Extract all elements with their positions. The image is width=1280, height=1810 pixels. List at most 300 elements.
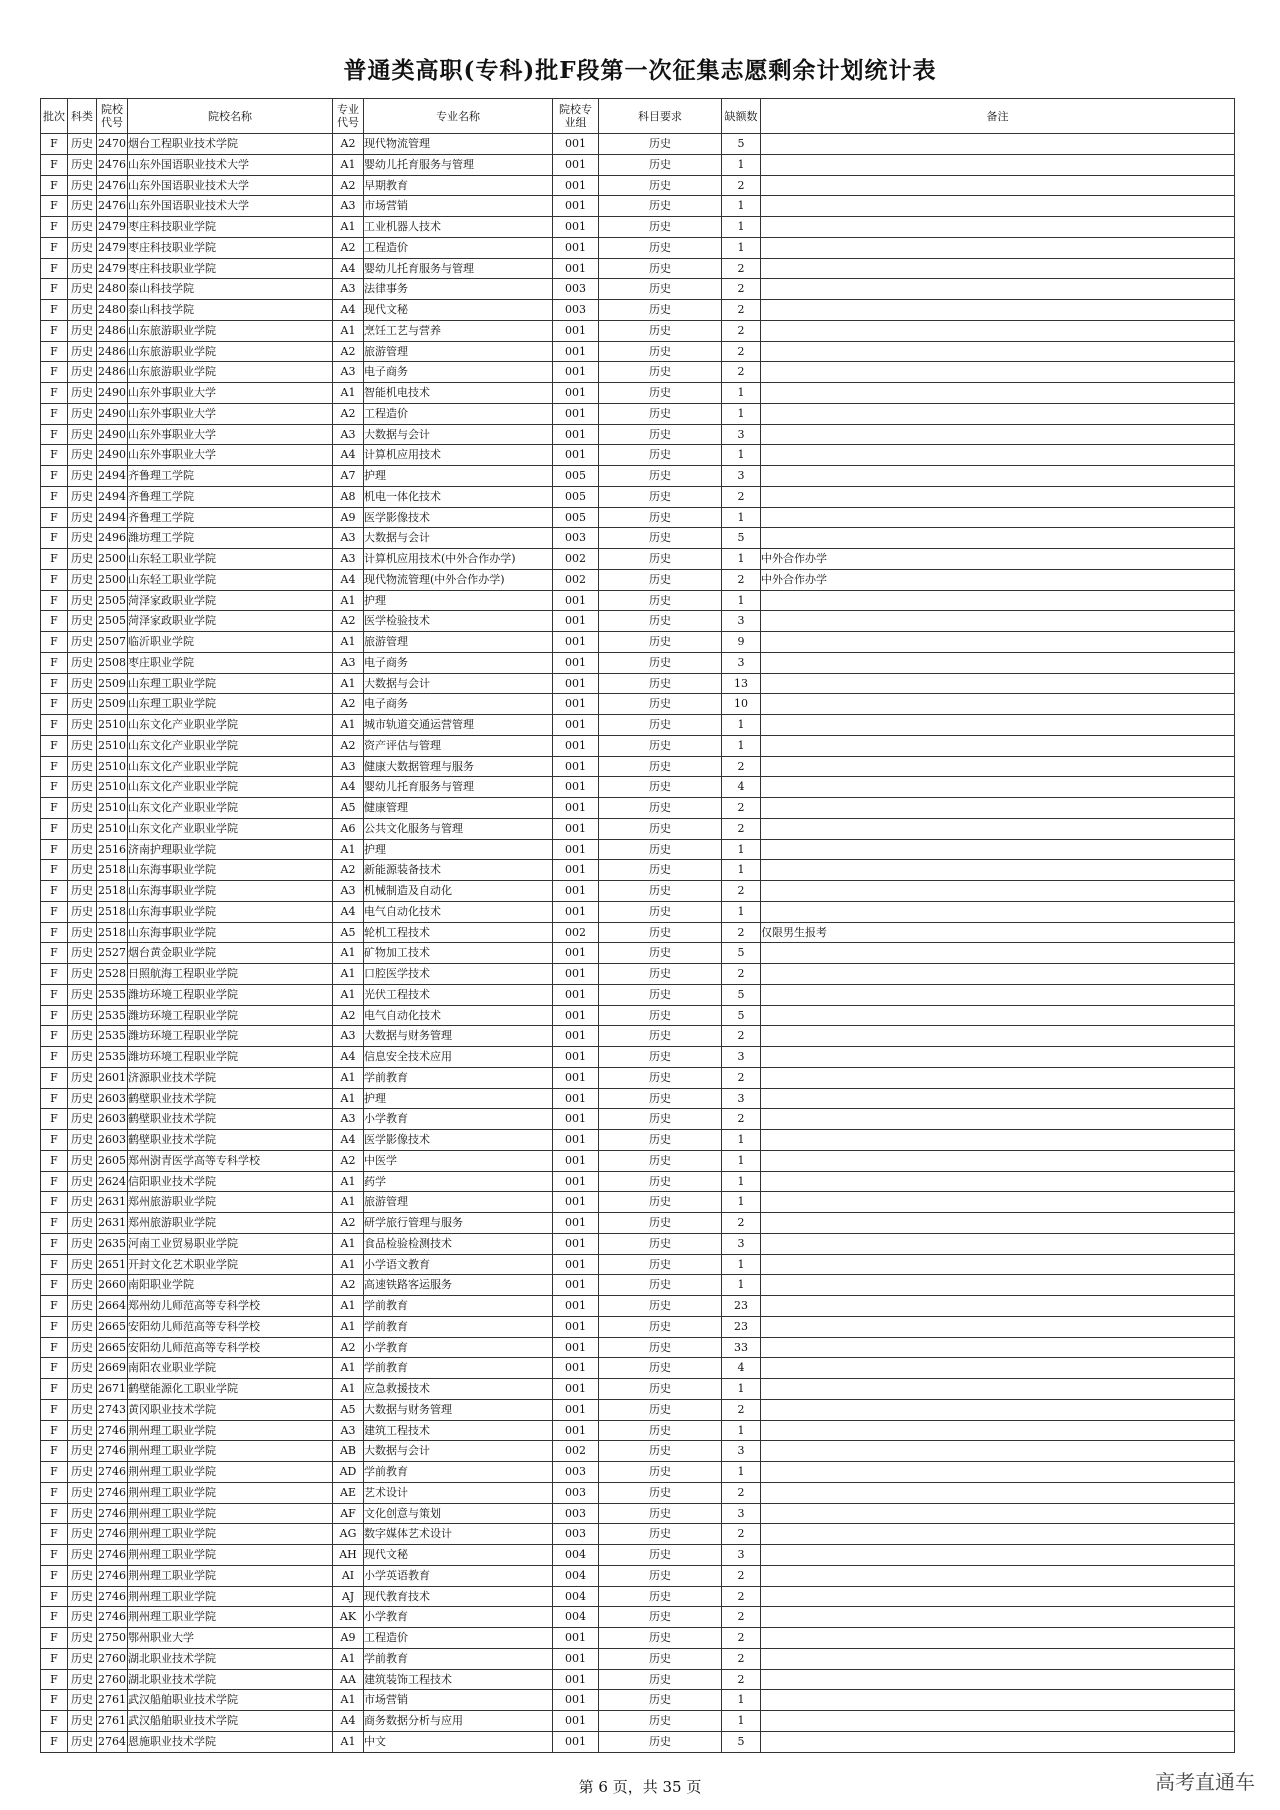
cell-subject-req: 历史	[599, 1482, 722, 1503]
cell-major-code: AD	[333, 1462, 364, 1483]
cell-major-group: 001	[553, 383, 599, 404]
cell-vacancy: 2	[722, 881, 761, 902]
table-row	[41, 1109, 1235, 1130]
cell-major-code: A7	[333, 466, 364, 487]
cell-school-name: 山东外国语职业技术大学	[128, 154, 333, 175]
cell-major-code: A2	[333, 1213, 364, 1234]
cell-remarks	[761, 1067, 1235, 1088]
cell-major-code: A3	[333, 652, 364, 673]
cell-major-name: 艺术设计	[364, 1482, 553, 1503]
cell-category: 历史	[68, 901, 97, 922]
cell-major-group: 001	[553, 258, 599, 279]
cell-vacancy: 1	[722, 445, 761, 466]
cell-subject-req: 历史	[599, 1233, 722, 1254]
cell-vacancy: 4	[722, 1358, 761, 1379]
cell-major-group: 001	[553, 320, 599, 341]
table-row	[41, 549, 1235, 570]
cell-school-code: 2510	[97, 756, 128, 777]
cell-remarks	[761, 1358, 1235, 1379]
cell-major-code: A3	[333, 1026, 364, 1047]
cell-remarks	[761, 1213, 1235, 1234]
cell-major-code: A1	[333, 673, 364, 694]
cell-subject-req: 历史	[599, 1441, 722, 1462]
cell-subject-req: 历史	[599, 1130, 722, 1151]
cell-school-code: 2605	[97, 1150, 128, 1171]
cell-vacancy: 5	[722, 984, 761, 1005]
cell-major-name: 高速铁路客运服务	[364, 1275, 553, 1296]
cell-batch: F	[41, 673, 68, 694]
table-row	[41, 383, 1235, 404]
cell-batch: F	[41, 1047, 68, 1068]
cell-major-group: 005	[553, 466, 599, 487]
cell-major-group: 001	[553, 175, 599, 196]
cell-vacancy: 2	[722, 1669, 761, 1690]
cell-subject-req: 历史	[599, 1399, 722, 1420]
cell-school-code: 2528	[97, 964, 128, 985]
cell-batch: F	[41, 258, 68, 279]
cell-vacancy: 3	[722, 424, 761, 445]
cell-school-name: 荆州理工职业学院	[128, 1420, 333, 1441]
cell-major-code: AB	[333, 1441, 364, 1462]
table-row	[41, 279, 1235, 300]
cell-remarks	[761, 1711, 1235, 1732]
cell-school-code: 2746	[97, 1503, 128, 1524]
cell-major-code: A5	[333, 922, 364, 943]
cell-remarks	[761, 1503, 1235, 1524]
cell-batch: F	[41, 1171, 68, 1192]
cell-major-group: 001	[553, 445, 599, 466]
cell-category: 历史	[68, 1254, 97, 1275]
cell-school-code: 2494	[97, 507, 128, 528]
cell-category: 历史	[68, 424, 97, 445]
cell-major-group: 004	[553, 1565, 599, 1586]
cell-vacancy: 1	[722, 217, 761, 238]
cell-major-name: 公共文化服务与管理	[364, 818, 553, 839]
table-row	[41, 1337, 1235, 1358]
cell-school-name: 山东文化产业职业学院	[128, 756, 333, 777]
cell-category: 历史	[68, 1711, 97, 1732]
cell-major-group: 003	[553, 300, 599, 321]
cell-subject-req: 历史	[599, 652, 722, 673]
cell-major-code: A3	[333, 549, 364, 570]
cell-major-group: 003	[553, 279, 599, 300]
cell-remarks	[761, 1731, 1235, 1752]
cell-vacancy: 3	[722, 1441, 761, 1462]
cell-major-name: 婴幼儿托育服务与管理	[364, 154, 553, 175]
cell-remarks	[761, 403, 1235, 424]
cell-school-name: 河南工业贸易职业学院	[128, 1233, 333, 1254]
cell-batch: F	[41, 569, 68, 590]
cell-major-code: A1	[333, 1379, 364, 1400]
cell-school-code: 2507	[97, 632, 128, 653]
cell-school-code: 2480	[97, 279, 128, 300]
table-header-row	[41, 99, 1235, 134]
cell-school-name: 山东文化产业职业学院	[128, 777, 333, 798]
cell-major-code: A3	[333, 881, 364, 902]
plan-table	[40, 98, 1235, 1753]
header-major-name: 专业名称	[364, 99, 553, 134]
cell-remarks	[761, 258, 1235, 279]
cell-remarks	[761, 383, 1235, 404]
cell-major-group: 001	[553, 1296, 599, 1317]
cell-batch: F	[41, 1524, 68, 1545]
cell-subject-req: 历史	[599, 1316, 722, 1337]
cell-vacancy: 2	[722, 279, 761, 300]
cell-subject-req: 历史	[599, 1254, 722, 1275]
cell-major-name: 市场营销	[364, 1690, 553, 1711]
cell-subject-req: 历史	[599, 445, 722, 466]
cell-batch: F	[41, 1296, 68, 1317]
cell-subject-req: 历史	[599, 196, 722, 217]
cell-major-group: 001	[553, 984, 599, 1005]
cell-major-code: A4	[333, 258, 364, 279]
cell-batch: F	[41, 1399, 68, 1420]
cell-remarks	[761, 154, 1235, 175]
cell-category: 历史	[68, 237, 97, 258]
cell-subject-req: 历史	[599, 1545, 722, 1566]
cell-major-code: A3	[333, 362, 364, 383]
cell-remarks	[761, 445, 1235, 466]
cell-major-code: A1	[333, 1296, 364, 1317]
cell-major-name: 健康管理	[364, 798, 553, 819]
cell-school-code: 2490	[97, 383, 128, 404]
cell-school-name: 郑州幼儿师范高等专科学校	[128, 1296, 333, 1317]
table-row	[41, 1026, 1235, 1047]
cell-subject-req: 历史	[599, 1669, 722, 1690]
cell-remarks	[761, 528, 1235, 549]
cell-school-code: 2761	[97, 1690, 128, 1711]
cell-category: 历史	[68, 154, 97, 175]
cell-major-group: 001	[553, 237, 599, 258]
cell-major-name: 工程造价	[364, 403, 553, 424]
cell-school-code: 2476	[97, 196, 128, 217]
cell-subject-req: 历史	[599, 1462, 722, 1483]
cell-batch: F	[41, 1358, 68, 1379]
cell-major-name: 现代教育技术	[364, 1586, 553, 1607]
cell-vacancy: 2	[722, 341, 761, 362]
cell-batch: F	[41, 1109, 68, 1130]
cell-major-name: 市场营销	[364, 196, 553, 217]
cell-batch: F	[41, 486, 68, 507]
cell-remarks	[761, 1628, 1235, 1649]
table-row	[41, 881, 1235, 902]
cell-school-name: 信阳职业技术学院	[128, 1171, 333, 1192]
cell-batch: F	[41, 881, 68, 902]
cell-vacancy: 2	[722, 569, 761, 590]
cell-major-group: 001	[553, 1047, 599, 1068]
cell-vacancy: 1	[722, 154, 761, 175]
cell-major-name: 烹饪工艺与营养	[364, 320, 553, 341]
cell-batch: F	[41, 196, 68, 217]
cell-remarks	[761, 341, 1235, 362]
cell-vacancy: 2	[722, 964, 761, 985]
cell-subject-req: 历史	[599, 1503, 722, 1524]
cell-remarks	[761, 1047, 1235, 1068]
cell-vacancy: 1	[722, 1420, 761, 1441]
cell-subject-req: 历史	[599, 1586, 722, 1607]
cell-subject-req: 历史	[599, 756, 722, 777]
cell-school-code: 2510	[97, 777, 128, 798]
cell-major-code: A2	[333, 341, 364, 362]
cell-remarks	[761, 1565, 1235, 1586]
cell-category: 历史	[68, 1399, 97, 1420]
cell-category: 历史	[68, 735, 97, 756]
cell-major-name: 资产评估与管理	[364, 735, 553, 756]
cell-major-name: 商务数据分析与应用	[364, 1711, 553, 1732]
cell-batch: F	[41, 1316, 68, 1337]
cell-school-name: 荆州理工职业学院	[128, 1503, 333, 1524]
cell-school-code: 2535	[97, 1026, 128, 1047]
cell-school-name: 烟台工程职业技术学院	[128, 134, 333, 155]
cell-remarks	[761, 1482, 1235, 1503]
cell-school-code: 2743	[97, 1399, 128, 1420]
cell-vacancy: 2	[722, 362, 761, 383]
cell-major-group: 005	[553, 486, 599, 507]
cell-remarks	[761, 818, 1235, 839]
cell-school-code: 2603	[97, 1088, 128, 1109]
cell-major-group: 005	[553, 507, 599, 528]
cell-batch: F	[41, 1545, 68, 1566]
cell-major-group: 001	[553, 715, 599, 736]
cell-batch: F	[41, 590, 68, 611]
table-row	[41, 507, 1235, 528]
cell-school-name: 菏泽家政职业学院	[128, 590, 333, 611]
cell-major-group: 001	[553, 1233, 599, 1254]
cell-vacancy: 1	[722, 1171, 761, 1192]
table-row	[41, 590, 1235, 611]
cell-school-name: 济源职业技术学院	[128, 1067, 333, 1088]
cell-major-group: 001	[553, 777, 599, 798]
cell-subject-req: 历史	[599, 403, 722, 424]
cell-remarks	[761, 279, 1235, 300]
table-row	[41, 258, 1235, 279]
cell-subject-req: 历史	[599, 528, 722, 549]
cell-school-name: 荆州理工职业学院	[128, 1586, 333, 1607]
cell-remarks	[761, 424, 1235, 445]
cell-major-code: A1	[333, 1088, 364, 1109]
table-row	[41, 175, 1235, 196]
cell-school-code: 2518	[97, 901, 128, 922]
table-row	[41, 756, 1235, 777]
cell-category: 历史	[68, 1462, 97, 1483]
cell-batch: F	[41, 984, 68, 1005]
cell-major-name: 大数据与会计	[364, 1441, 553, 1462]
cell-major-code: A1	[333, 383, 364, 404]
cell-school-code: 2535	[97, 1005, 128, 1026]
cell-vacancy: 2	[722, 818, 761, 839]
cell-batch: F	[41, 445, 68, 466]
table-row	[41, 569, 1235, 590]
cell-batch: F	[41, 1586, 68, 1607]
cell-subject-req: 历史	[599, 1690, 722, 1711]
cell-category: 历史	[68, 818, 97, 839]
table-row	[41, 1316, 1235, 1337]
cell-major-code: A4	[333, 777, 364, 798]
cell-remarks: 中外合作办学	[761, 549, 1235, 570]
cell-school-name: 山东轻工职业学院	[128, 569, 333, 590]
cell-category: 历史	[68, 1316, 97, 1337]
cell-school-code: 2535	[97, 984, 128, 1005]
cell-school-name: 枣庄科技职业学院	[128, 237, 333, 258]
cell-category: 历史	[68, 445, 97, 466]
cell-subject-req: 历史	[599, 279, 722, 300]
cell-major-name: 口腔医学技术	[364, 964, 553, 985]
table-row	[41, 1171, 1235, 1192]
cell-major-group: 001	[553, 901, 599, 922]
cell-batch: F	[41, 154, 68, 175]
cell-category: 历史	[68, 839, 97, 860]
cell-remarks	[761, 300, 1235, 321]
cell-remarks: 仅限男生报考	[761, 922, 1235, 943]
cell-remarks	[761, 1192, 1235, 1213]
cell-category: 历史	[68, 1337, 97, 1358]
cell-school-name: 山东外国语职业技术大学	[128, 196, 333, 217]
cell-batch: F	[41, 860, 68, 881]
cell-subject-req: 历史	[599, 964, 722, 985]
cell-major-code: A4	[333, 1130, 364, 1151]
cell-school-name: 山东文化产业职业学院	[128, 818, 333, 839]
page-number: 第 6 页，共 35 页	[578, 1778, 702, 1796]
cell-remarks	[761, 1462, 1235, 1483]
cell-category: 历史	[68, 652, 97, 673]
cell-batch: F	[41, 1379, 68, 1400]
cell-vacancy: 33	[722, 1337, 761, 1358]
cell-major-name: 智能机电技术	[364, 383, 553, 404]
cell-major-code: A5	[333, 798, 364, 819]
cell-school-name: 山东外国语职业技术大学	[128, 175, 333, 196]
cell-category: 历史	[68, 611, 97, 632]
cell-major-group: 001	[553, 818, 599, 839]
cell-major-name: 中文	[364, 1731, 553, 1752]
table-row	[41, 486, 1235, 507]
cell-major-group: 001	[553, 1026, 599, 1047]
cell-school-code: 2603	[97, 1130, 128, 1151]
cell-remarks	[761, 196, 1235, 217]
cell-major-group: 001	[553, 1088, 599, 1109]
table-row	[41, 1462, 1235, 1483]
cell-major-code: A1	[333, 1731, 364, 1752]
cell-category: 历史	[68, 1648, 97, 1669]
table-row	[41, 1420, 1235, 1441]
cell-major-name: 现代物流管理(中外合作办学)	[364, 569, 553, 590]
cell-major-name: 建筑工程技术	[364, 1420, 553, 1441]
cell-major-group: 001	[553, 756, 599, 777]
cell-major-code: AA	[333, 1669, 364, 1690]
cell-batch: F	[41, 1690, 68, 1711]
cell-batch: F	[41, 839, 68, 860]
cell-school-name: 山东海事职业学院	[128, 860, 333, 881]
table-row	[41, 300, 1235, 321]
cell-category: 历史	[68, 320, 97, 341]
cell-major-group: 001	[553, 134, 599, 155]
cell-school-name: 荆州理工职业学院	[128, 1462, 333, 1483]
cell-major-group: 001	[553, 424, 599, 445]
cell-major-group: 001	[553, 1379, 599, 1400]
cell-school-code: 2500	[97, 569, 128, 590]
cell-remarks	[761, 507, 1235, 528]
table-row	[41, 1150, 1235, 1171]
cell-school-name: 烟台黄金职业学院	[128, 943, 333, 964]
cell-category: 历史	[68, 1565, 97, 1586]
header-batch: 批次	[41, 99, 68, 134]
cell-major-code: A2	[333, 403, 364, 424]
cell-major-name: 光伏工程技术	[364, 984, 553, 1005]
cell-category: 历史	[68, 1628, 97, 1649]
cell-school-code: 2486	[97, 362, 128, 383]
table-row	[41, 196, 1235, 217]
cell-subject-req: 历史	[599, 154, 722, 175]
cell-batch: F	[41, 715, 68, 736]
cell-category: 历史	[68, 1026, 97, 1047]
table-row	[41, 362, 1235, 383]
cell-school-name: 枣庄职业学院	[128, 652, 333, 673]
cell-school-name: 南阳职业学院	[128, 1275, 333, 1296]
cell-subject-req: 历史	[599, 1648, 722, 1669]
cell-category: 历史	[68, 341, 97, 362]
cell-subject-req: 历史	[599, 258, 722, 279]
cell-school-name: 山东海事职业学院	[128, 881, 333, 902]
cell-vacancy: 1	[722, 1711, 761, 1732]
cell-vacancy: 1	[722, 735, 761, 756]
cell-category: 历史	[68, 300, 97, 321]
table-row	[41, 528, 1235, 549]
cell-major-name: 现代文秘	[364, 300, 553, 321]
cell-school-name: 潍坊环境工程职业学院	[128, 1005, 333, 1026]
cell-major-name: 工业机器人技术	[364, 217, 553, 238]
cell-subject-req: 历史	[599, 1067, 722, 1088]
cell-category: 历史	[68, 258, 97, 279]
cell-remarks	[761, 652, 1235, 673]
cell-major-group: 002	[553, 1441, 599, 1462]
cell-major-code: A2	[333, 735, 364, 756]
cell-vacancy: 3	[722, 1047, 761, 1068]
cell-major-name: 工程造价	[364, 237, 553, 258]
cell-school-code: 2490	[97, 403, 128, 424]
cell-major-name: 中医学	[364, 1150, 553, 1171]
cell-school-name: 潍坊环境工程职业学院	[128, 1047, 333, 1068]
cell-school-name: 山东外事职业大学	[128, 424, 333, 445]
cell-subject-req: 历史	[599, 818, 722, 839]
cell-batch: F	[41, 1254, 68, 1275]
cell-remarks	[761, 1524, 1235, 1545]
cell-category: 历史	[68, 569, 97, 590]
cell-vacancy: 2	[722, 486, 761, 507]
cell-category: 历史	[68, 1192, 97, 1213]
cell-batch: F	[41, 1213, 68, 1234]
cell-major-code: A1	[333, 320, 364, 341]
cell-major-code: AF	[333, 1503, 364, 1524]
cell-subject-req: 历史	[599, 1358, 722, 1379]
cell-category: 历史	[68, 1690, 97, 1711]
cell-school-code: 2510	[97, 798, 128, 819]
cell-vacancy: 2	[722, 1524, 761, 1545]
cell-major-name: 早期教育	[364, 175, 553, 196]
cell-school-code: 2651	[97, 1254, 128, 1275]
cell-remarks	[761, 362, 1235, 383]
cell-school-name: 齐鲁理工学院	[128, 507, 333, 528]
cell-subject-req: 历史	[599, 1524, 722, 1545]
cell-batch: F	[41, 362, 68, 383]
cell-major-name: 小学教育	[364, 1337, 553, 1358]
cell-school-code: 2746	[97, 1420, 128, 1441]
table-row	[41, 154, 1235, 175]
cell-remarks	[761, 320, 1235, 341]
table-row	[41, 1233, 1235, 1254]
table-row	[41, 694, 1235, 715]
cell-batch: F	[41, 1150, 68, 1171]
cell-major-group: 001	[553, 1316, 599, 1337]
cell-vacancy: 1	[722, 1192, 761, 1213]
